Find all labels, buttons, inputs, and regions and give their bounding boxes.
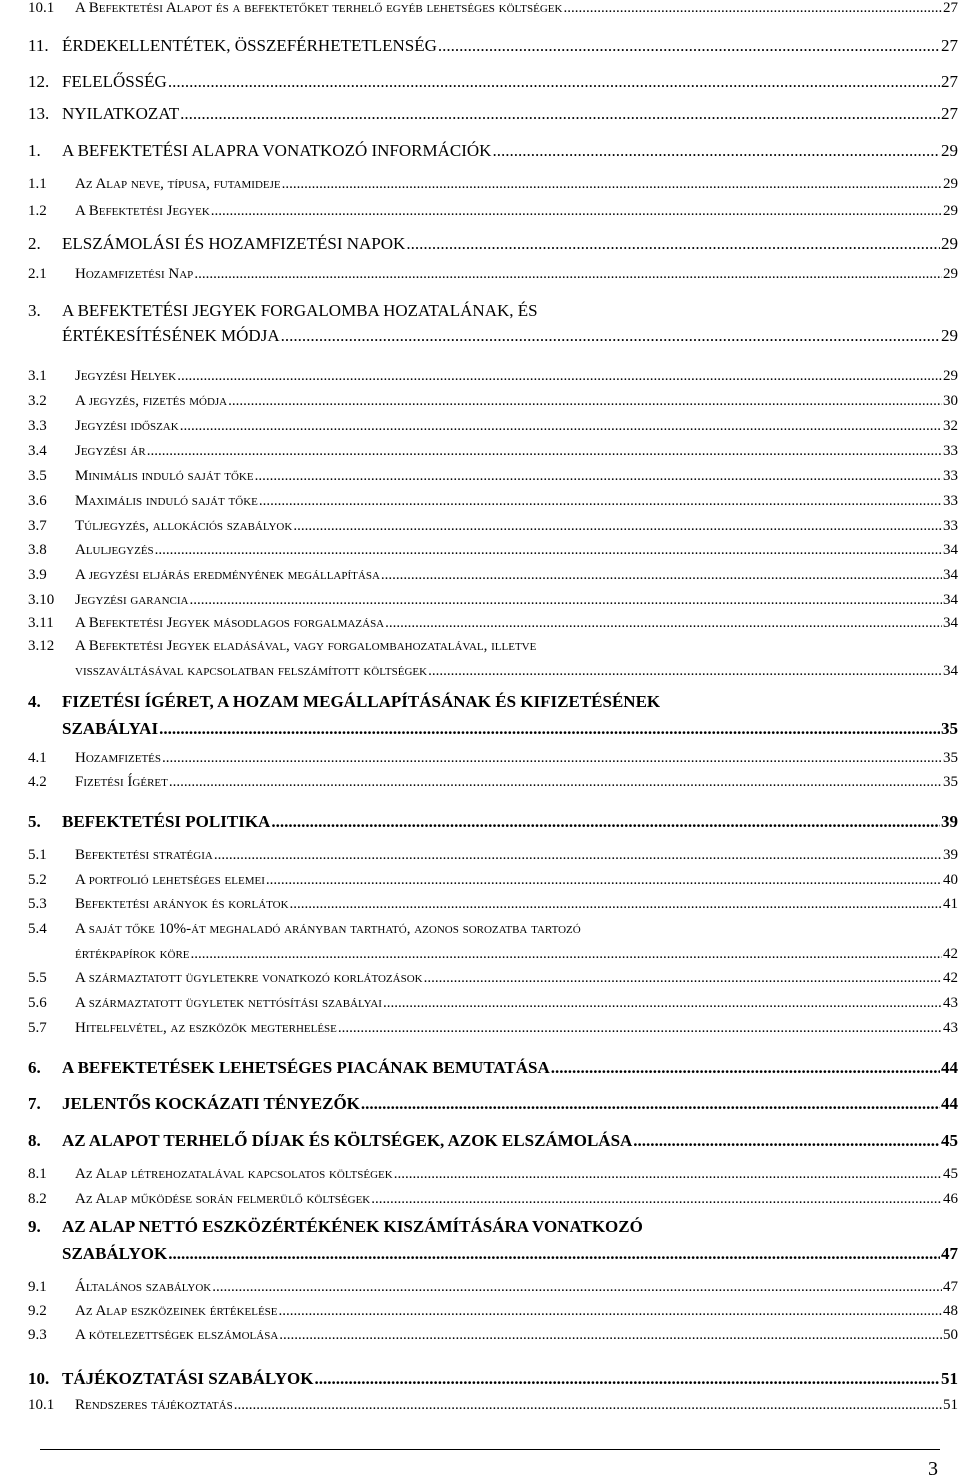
toc-entry[interactable] — [28, 493, 960, 510]
toc-leader-dots — [633, 1131, 940, 1151]
toc-entry[interactable] — [28, 774, 960, 791]
toc-entry-number: 8.1 — [28, 1166, 47, 1182]
toc-entry-page: 27 — [943, 0, 958, 16]
toc-leader-dots — [293, 518, 942, 535]
toc-entry-page: 35 — [943, 774, 958, 790]
toc-entry[interactable] — [28, 1369, 960, 1389]
toc-entry-title: SZABÁLYAI — [62, 719, 159, 738]
toc-entry[interactable] — [28, 615, 960, 632]
toc-entry[interactable] — [28, 1397, 960, 1414]
toc-entry-number: 3.11 — [28, 615, 54, 631]
toc-entry-title: Befektetési stratégia — [75, 847, 213, 863]
toc-entry-title: A portfolió lehetséges elemei — [75, 872, 265, 888]
toc-entry-page: 35 — [943, 750, 958, 766]
toc-entry-page: 29 — [943, 368, 958, 384]
toc-leader-dots — [180, 104, 940, 124]
toc-entry-page: 34 — [943, 615, 958, 631]
toc-entry-page: 29 — [943, 203, 958, 219]
toc-entry-title: Minimális induló saját tőke — [75, 468, 254, 484]
toc-leader-dots — [255, 468, 942, 485]
toc-entry-title: TÁJÉKOZTATÁSI SZABÁLYOK — [62, 1369, 314, 1388]
toc-entry-number: 2. — [28, 234, 41, 253]
toc-entry-page: 27 — [941, 72, 958, 91]
toc-entry[interactable] — [28, 266, 960, 283]
toc-entry[interactable] — [28, 443, 960, 460]
toc-entry[interactable] — [28, 1020, 960, 1037]
toc-entry[interactable] — [28, 1058, 960, 1078]
toc-entry-page: 35 — [941, 719, 958, 738]
toc-entry-page: 42 — [943, 970, 958, 986]
toc-leader-dots — [394, 1166, 942, 1183]
toc-entry-page: 40 — [943, 872, 958, 888]
toc-entry-number: 8. — [28, 1131, 41, 1150]
toc-entry-title: A BEFEKTETÉSI JEGYEK FORGALOMBA HOZATALÁNAK, ÉS — [62, 301, 538, 320]
toc-entry-number: 5.5 — [28, 970, 47, 986]
toc-entry-number: 10. — [28, 1369, 50, 1388]
toc-leader-dots — [214, 847, 942, 864]
toc-entry-number: 9. — [28, 1217, 41, 1236]
toc-entry-title: AZ ALAP NETTÓ ESZKÖZÉRTÉKÉNEK KISZÁMÍTÁSÁRA VONATKOZÓ — [62, 1217, 643, 1236]
toc-entry-title: A saját tőke 10%-át meghaladó arányban tartható, azonos sorozatba tartozó — [75, 921, 581, 937]
toc-entry-page: 39 — [943, 847, 958, 863]
toc-leader-dots — [162, 750, 942, 767]
toc-entry[interactable] — [28, 72, 960, 92]
toc-entry-title: Jegyzési Helyek — [75, 368, 177, 384]
toc-entry-title: A BEFEKTETÉSEK LEHETSÉGES PIACÁNAK BEMUTATÁSA — [62, 1058, 550, 1077]
toc-entry[interactable] — [28, 896, 960, 913]
toc-leader-dots — [228, 393, 942, 410]
toc-entry-number: 6. — [28, 1058, 41, 1077]
toc-leader-dots — [259, 493, 942, 510]
toc-entry[interactable] — [28, 141, 960, 161]
toc-entry-title: Hitelfelvétel, az eszközök megterhelése — [75, 1020, 337, 1036]
toc-entry-page: 29 — [941, 141, 958, 160]
toc-leader-dots — [211, 203, 942, 220]
toc-entry-title: Befektetési arányok és korlátok — [75, 896, 289, 912]
toc-leader-dots — [428, 663, 942, 680]
toc-entry-number: 8.2 — [28, 1191, 47, 1207]
toc-entry[interactable] — [62, 1244, 960, 1264]
toc-entry-page: 47 — [943, 1279, 958, 1295]
toc-entry-page: 48 — [943, 1303, 958, 1319]
toc-leader-dots — [279, 1327, 942, 1344]
toc-entry-page: 29 — [943, 266, 958, 282]
toc-entry-page: 29 — [941, 326, 958, 345]
toc-entry-page: 44 — [941, 1058, 958, 1077]
toc-entry-title: Rendszeres tájékoztatás — [75, 1397, 233, 1413]
toc-leader-dots — [177, 368, 942, 385]
toc-leader-dots — [385, 615, 942, 632]
toc-leader-dots — [189, 592, 942, 609]
toc-entry-page: 39 — [941, 812, 958, 831]
toc-entry-title: Jegyzési ár — [75, 443, 146, 459]
toc-entry-title: Jegyzési garancia — [75, 592, 189, 608]
toc-entry-page: 29 — [941, 234, 958, 253]
toc-entry-title: A Befektetési Jegyek másodlagos forgalmazása — [75, 615, 385, 631]
toc-entry[interactable] — [28, 234, 960, 254]
toc-entry-page: 27 — [941, 104, 958, 123]
toc-entry-number: 9.2 — [28, 1303, 47, 1319]
toc-entry-page: 33 — [943, 518, 958, 534]
toc-entry-number: 3.12 — [28, 638, 55, 654]
toc-entry[interactable] — [28, 847, 960, 864]
toc-entry-number: 3.5 — [28, 468, 47, 484]
toc-entry-title: A Befektetési Jegyek — [75, 203, 210, 219]
toc-entry[interactable] — [28, 368, 960, 385]
toc-entry-title: A Befektetési Jegyek eladásával, vagy forgalombahozatalával, illetve — [75, 638, 537, 654]
toc-entry[interactable] — [28, 872, 960, 889]
toc-entry-title: Maximális induló saját tőke — [75, 493, 258, 509]
toc-entry[interactable] — [28, 36, 960, 56]
toc-entry-page: 47 — [941, 1244, 958, 1263]
toc-entry-number: 5.1 — [28, 847, 47, 863]
toc-entry-number: 5.7 — [28, 1020, 47, 1036]
toc-entry-number: 5.3 — [28, 896, 47, 912]
toc-entry-title: A jegyzés, fizetés módja — [75, 393, 228, 409]
toc-entry-title: BEFEKTETÉSI POLITIKA — [62, 812, 271, 831]
toc-entry-page: 30 — [943, 393, 958, 409]
toc-entry-number: 4.2 — [28, 774, 47, 790]
toc-leader-dots — [290, 896, 942, 913]
toc-entry[interactable] — [28, 1166, 960, 1183]
toc-entry-number: 3.9 — [28, 567, 47, 583]
toc-entry-title: Hozamfizetési Nap — [75, 266, 194, 282]
toc-leader-dots — [492, 141, 940, 161]
footer-rule — [40, 1449, 940, 1450]
toc-entry-page: 34 — [943, 592, 958, 608]
toc-leader-dots — [361, 1094, 940, 1114]
toc-entry-page: 34 — [943, 567, 958, 583]
toc-leader-dots — [180, 418, 942, 435]
toc-leader-dots — [266, 872, 942, 889]
toc-entry[interactable] — [28, 1191, 960, 1208]
toc-entry-page: 42 — [943, 946, 958, 962]
toc-entry-number: 2.1 — [28, 266, 47, 282]
toc-leader-dots — [551, 1058, 940, 1078]
toc-entry-number: 12. — [28, 72, 50, 91]
toc-leader-dots — [271, 812, 940, 832]
toc-entry-page: 33 — [943, 493, 958, 509]
toc-entry[interactable] — [28, 812, 960, 832]
toc-entry-number: 4.1 — [28, 750, 47, 766]
toc-entry-number: 7. — [28, 1094, 41, 1113]
toc-entry-first-line[interactable] — [28, 692, 960, 712]
toc-entry[interactable] — [28, 176, 960, 193]
toc-entry-number: 3.4 — [28, 443, 47, 459]
toc-entry-page: 51 — [943, 1397, 958, 1413]
toc-entry-page: 46 — [943, 1191, 958, 1207]
toc-entry-title: értékpapírok köre — [75, 946, 190, 962]
toc-entry[interactable] — [28, 418, 960, 435]
toc-entry[interactable] — [62, 719, 960, 739]
toc-entry-page: 29 — [943, 176, 958, 192]
toc-entry-title: FIZETÉSI ÍGÉRET, A HOZAM MEGÁLLAPÍTÁSÁNAK ÉS KIFIZETÉSÉNEK — [62, 692, 661, 711]
toc-entry[interactable] — [28, 393, 960, 410]
toc-leader-dots — [168, 1244, 940, 1264]
toc-entry-number: 5.4 — [28, 921, 47, 937]
toc-entry[interactable] — [28, 0, 960, 17]
toc-entry[interactable] — [28, 1327, 960, 1344]
toc-entry-title: FELELŐSSÉG — [62, 72, 167, 91]
toc-leader-dots — [191, 946, 942, 963]
toc-entry-title: NYILATKOZAT — [62, 104, 180, 123]
toc-entry-title: Az Alap neve, típusa, futamideje — [75, 176, 281, 192]
toc-entry-first-line[interactable] — [28, 1217, 960, 1237]
toc-entry-title: A jegyzési eljárás eredményének megállapítása — [75, 567, 380, 583]
toc-entry-title: A Befektetési Alapot és a befektetőket terhelő egyéb lehetséges költségek — [75, 0, 563, 16]
toc-leader-dots — [281, 326, 940, 346]
toc-entry-title: visszaváltásával kapcsolatban felszámított költségek — [75, 663, 428, 679]
toc-entry-number: 10.1 — [28, 1397, 55, 1413]
toc-leader-dots — [282, 176, 942, 193]
toc-entry-title: JELENTŐS KOCKÁZATI TÉNYEZŐK — [62, 1094, 360, 1113]
toc-leader-dots — [381, 567, 942, 584]
toc-entry-page: 51 — [941, 1369, 958, 1388]
toc-leader-dots — [438, 36, 940, 56]
toc-entry[interactable] — [28, 542, 960, 559]
toc-entry-title: SZABÁLYOK — [62, 1244, 168, 1263]
toc-entry[interactable] — [28, 970, 960, 987]
toc-entry-page: 44 — [941, 1094, 958, 1113]
toc-entry-title: AZ ALAPOT TERHELŐ DÍJAK ÉS KÖLTSÉGEK, AZOK ELSZÁMOLÁSA — [62, 1131, 633, 1150]
toc-entry-first-line[interactable] — [28, 921, 960, 938]
toc-entry[interactable] — [28, 567, 960, 584]
toc-entry-number: 4. — [28, 692, 41, 711]
toc-leader-dots — [155, 542, 942, 559]
toc-entry[interactable] — [28, 1279, 960, 1296]
toc-entry-number: 3.1 — [28, 368, 47, 384]
toc-entry-page: 43 — [943, 1020, 958, 1036]
toc-entry-page: 34 — [943, 542, 958, 558]
toc-entry-page: 27 — [941, 36, 958, 55]
toc-entry[interactable] — [28, 518, 960, 535]
toc-entry-page: 33 — [943, 443, 958, 459]
toc-entry-number: 3.8 — [28, 542, 47, 558]
toc-leader-dots — [371, 1191, 942, 1208]
toc-entry[interactable] — [28, 995, 960, 1012]
toc-entry[interactable] — [28, 1131, 960, 1151]
toc-leader-dots — [314, 1369, 940, 1389]
toc-entry-page: 45 — [943, 1166, 958, 1182]
page-number: 3 — [928, 1458, 938, 1480]
toc-leader-dots — [194, 266, 942, 283]
toc-leader-dots — [563, 0, 942, 17]
toc-entry-title: Túljegyzés, allokációs szabályok — [75, 518, 293, 534]
toc-entry[interactable] — [28, 203, 960, 220]
toc-entry-first-line[interactable] — [28, 638, 960, 655]
toc-entry-number: 5.2 — [28, 872, 47, 888]
toc-entry-number: 3.6 — [28, 493, 47, 509]
toc-entry-number: 10.1 — [28, 0, 55, 16]
toc-entry-number: 3.2 — [28, 393, 47, 409]
toc-entry-number: 11. — [28, 36, 49, 55]
toc-leader-dots — [147, 443, 942, 460]
toc-entry-number: 1.1 — [28, 176, 47, 192]
toc-leader-dots — [169, 774, 942, 791]
toc-entry-title: Az Alap eszközeinek értékelése — [75, 1303, 278, 1319]
toc-leader-dots — [212, 1279, 942, 1296]
toc-leader-dots — [406, 234, 940, 254]
toc-leader-dots — [338, 1020, 942, 1037]
toc-leader-dots — [234, 1397, 942, 1414]
toc-entry[interactable] — [28, 104, 960, 124]
toc-entry-number: 3.7 — [28, 518, 47, 534]
toc-leader-dots — [168, 72, 940, 92]
toc-entry-number: 3. — [28, 301, 41, 320]
toc-entry[interactable] — [28, 1303, 960, 1320]
toc-entry-title: Hozamfizetés — [75, 750, 161, 766]
toc-entry-number: 9.3 — [28, 1327, 47, 1343]
toc-leader-dots — [159, 719, 940, 739]
toc-entry-title: Fizetési Ígéret — [75, 774, 168, 790]
toc-entry-page: 33 — [943, 468, 958, 484]
toc-entry[interactable] — [75, 663, 960, 680]
toc-entry-number: 1.2 — [28, 203, 47, 219]
toc-entry-page: 43 — [943, 995, 958, 1011]
toc-entry[interactable] — [75, 946, 960, 963]
toc-entry-number: 9.1 — [28, 1279, 47, 1295]
toc-entry-number: 5.6 — [28, 995, 47, 1011]
toc-entry-number: 13. — [28, 104, 50, 123]
toc-entry-page: 50 — [943, 1327, 958, 1343]
toc-entry[interactable] — [62, 326, 960, 346]
toc-entry[interactable] — [28, 468, 960, 485]
toc-entry-title: A származtatott ügyletekre vonatkozó korlátozások — [75, 970, 423, 986]
toc-entry[interactable] — [28, 1094, 960, 1114]
toc-entry-title: Az Alap létrehozatalával kapcsolatos költségek — [75, 1166, 393, 1182]
toc-entry-number: 5. — [28, 812, 41, 831]
toc-entry-title: ÉRTÉKESÍTÉSÉNEK MÓDJA — [62, 326, 280, 345]
toc-entry-number: 3.3 — [28, 418, 47, 434]
toc-entry-title: ÉRDEKELLENTÉTEK, ÖSSZEFÉRHETETLENSÉG — [62, 36, 437, 55]
toc-entry-number: 1. — [28, 141, 41, 160]
toc-entry-title: Általános szabályok — [75, 1279, 212, 1295]
toc-entry-title: A BEFEKTETÉSI ALAPRA VONATKOZÓ INFORMÁCIÓK — [62, 141, 492, 160]
toc-entry-title: A kötelezettségek elszámolása — [75, 1327, 279, 1343]
toc-entry-first-line[interactable] — [28, 301, 960, 321]
toc-entry[interactable] — [28, 592, 960, 609]
toc-entry-title: Jegyzési időszak — [75, 418, 179, 434]
toc-entry-title: Az Alap működése során felmerülő költségek — [75, 1191, 371, 1207]
toc-leader-dots — [383, 995, 942, 1012]
toc-leader-dots — [424, 970, 942, 987]
toc-entry[interactable] — [28, 750, 960, 767]
toc-entry-page: 41 — [943, 896, 958, 912]
toc-entry-page: 32 — [943, 418, 958, 434]
toc-entry-page: 45 — [941, 1131, 958, 1150]
toc-entry-page: 34 — [943, 663, 958, 679]
toc-entry-title: A származtatott ügyletek nettósítási szabályai — [75, 995, 382, 1011]
toc-leader-dots — [279, 1303, 942, 1320]
toc-entry-title: Aluljegyzés — [75, 542, 154, 558]
toc-entry-number: 3.10 — [28, 592, 55, 608]
toc-entry-title: ELSZÁMOLÁSI ÉS HOZAMFIZETÉSI NAPOK — [62, 234, 406, 253]
